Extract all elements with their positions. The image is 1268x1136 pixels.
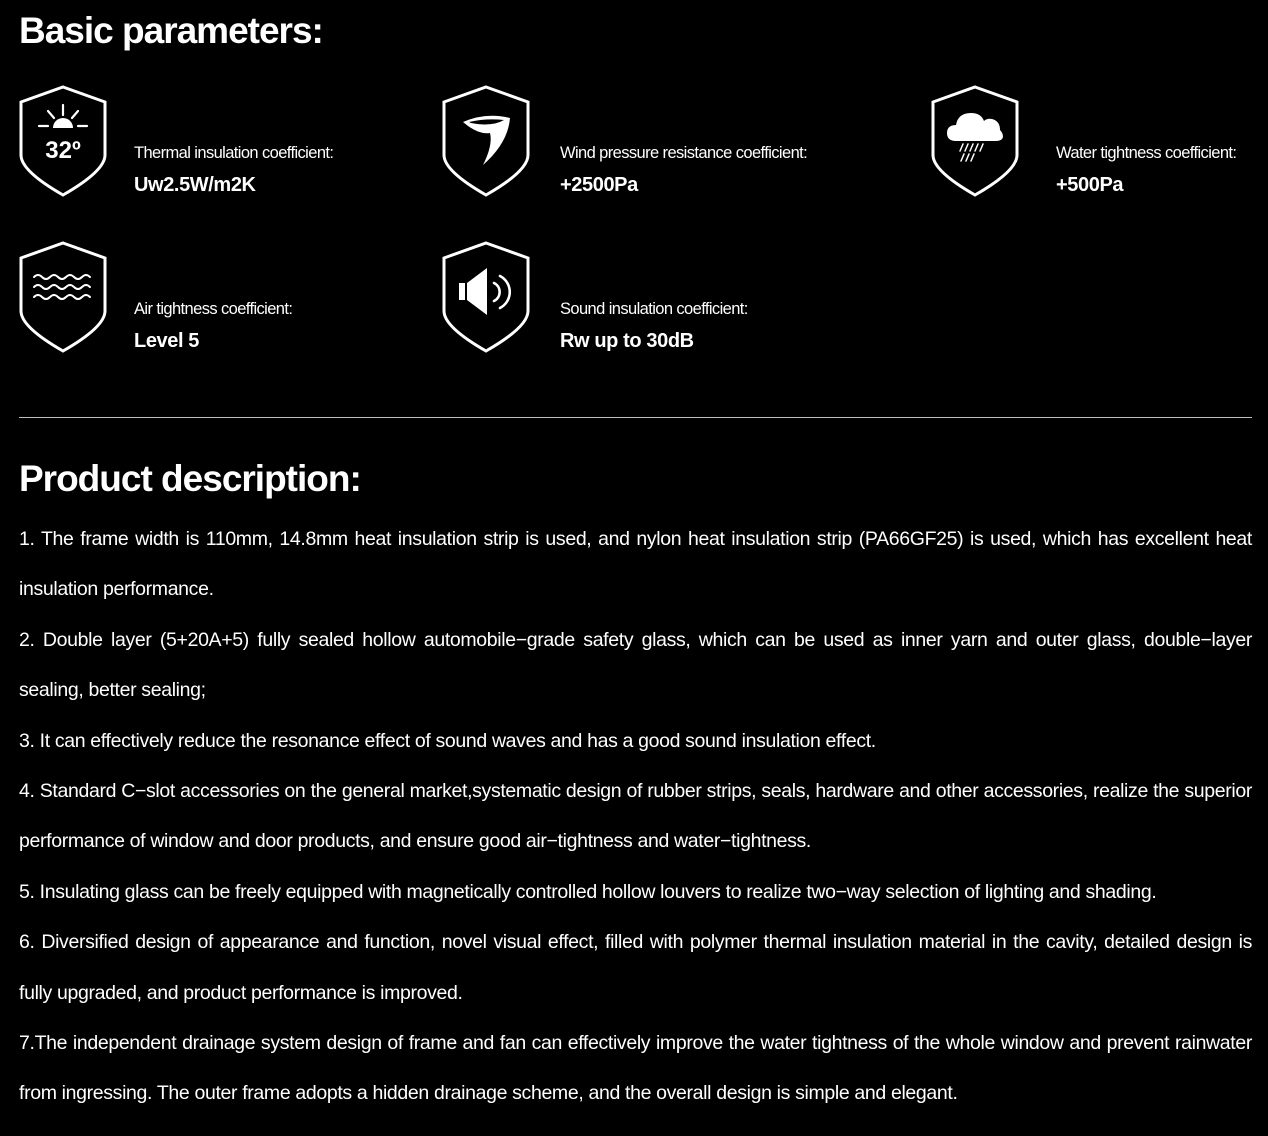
param-value: Level 5 xyxy=(134,330,200,352)
param-label: Sound insulation coefficient: xyxy=(560,300,748,318)
list-item: 5. Insulating glass can be freely equipped with magnetically controlled hollow louvers to realize two−way selection of lighting and shading. xyxy=(19,880,1157,903)
product-description-title: Product description: xyxy=(19,458,361,499)
list-item: 2. Double layer (5+20A+5) fully sealed hollow automobile−grade safety glass, which can be used as inner yarn and outer glass, double−layer sealing, better sealing; xyxy=(19,628,1252,702)
badge-temperature-text: 32º xyxy=(45,137,81,164)
param-label: Wind pressure resistance coefficient: xyxy=(560,144,808,162)
param-label: Air tightness coefficient: xyxy=(134,300,293,318)
list-item: 6. Diversified design of appearance and function, novel visual effect, filled with polymer thermal insulation material in the cavity, detailed design is fully upgraded, and product performance is improved. xyxy=(19,931,1252,1004)
basic-parameters-title: Basic parameters: xyxy=(19,10,323,51)
param-water-tightness xyxy=(930,85,1268,197)
list-item: 4. Standard C−slot accessories on the general market,systematic design of rubber strips, seals, hardware and other accessories, realize the superior performance of window and door products, and ensure good air−tightness and water−tightness. xyxy=(19,780,1252,853)
param-sound-insulation xyxy=(441,241,841,353)
param-air-tightness xyxy=(18,241,418,353)
list-item: 3. It can effectively reduce the resonance effect of sound waves and has a good sound insulation effect. xyxy=(19,729,876,752)
wind-tornado-icon xyxy=(441,85,531,197)
list-item: 7.The independent drainage system design of frame and fan can effectively improve the water tightness of the whole window and prevent rainwater from ingressing. The outer frame adopts a hidden drainage scheme, and the overall design is simple and elegant. xyxy=(19,1032,1252,1105)
list-item: 1. The frame width is 110mm, 14.8mm heat insulation strip is used, and nylon heat insulation strip (PA66GF25) is used, which has excellent heat insulation performance. xyxy=(19,528,1252,601)
param-value: +2500Pa xyxy=(560,174,638,196)
section-divider xyxy=(19,417,1252,418)
param-value: +500Pa xyxy=(1056,174,1124,196)
param-label: Thermal insulation coefficient: xyxy=(134,144,334,162)
param-thermal-insulation xyxy=(18,85,418,197)
rain-cloud-icon xyxy=(930,85,1020,197)
param-value: Rw up to 30dB xyxy=(560,330,694,352)
param-label: Water tightness coefficient: xyxy=(1056,144,1237,162)
speaker-sound-icon xyxy=(441,241,531,353)
air-waves-icon xyxy=(18,241,108,353)
param-value: Uw2.5W/m2K xyxy=(134,174,256,196)
thermometer-sun-icon xyxy=(18,85,108,197)
description-list xyxy=(19,514,1252,1119)
param-wind-pressure xyxy=(441,85,841,197)
